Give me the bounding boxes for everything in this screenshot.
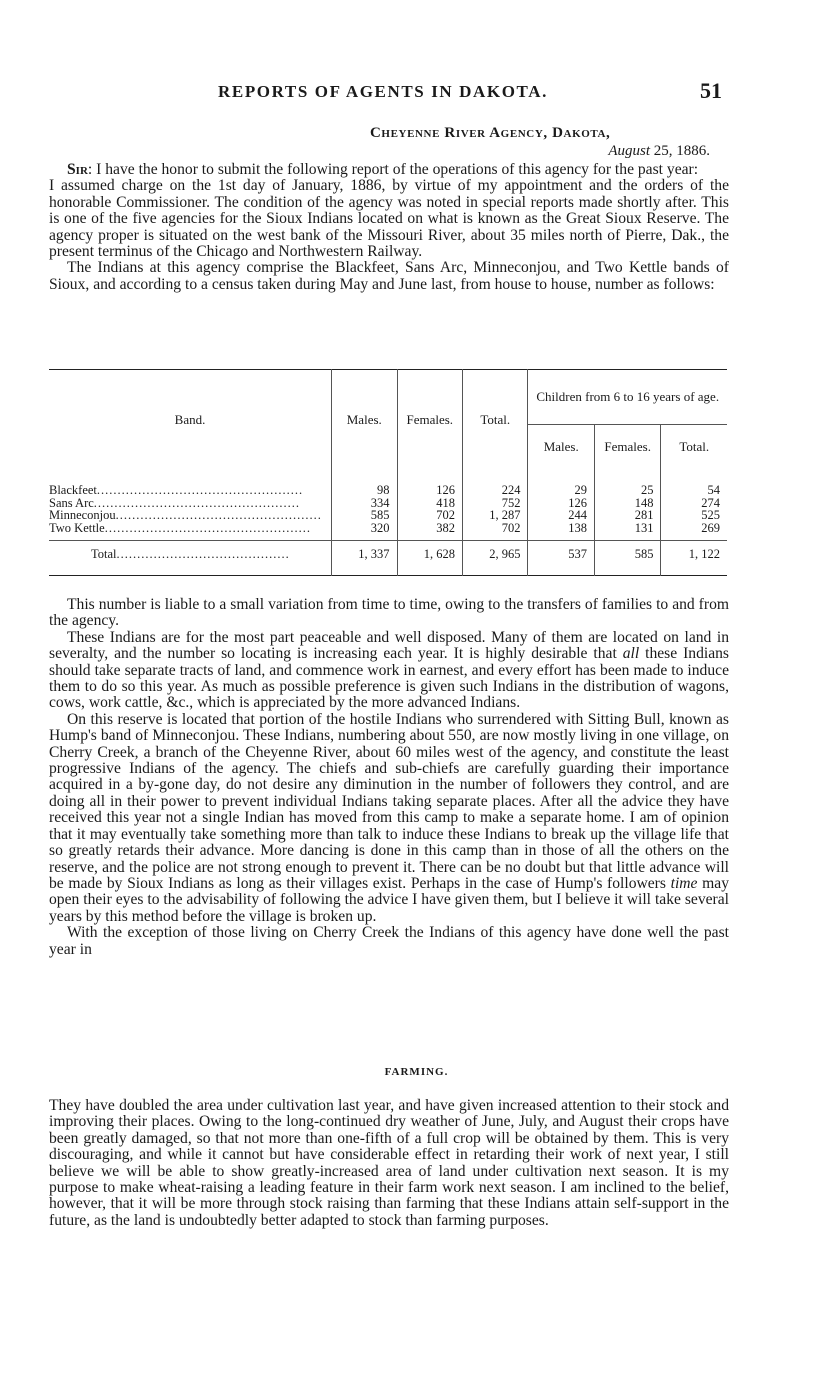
header-band: Band.: [174, 412, 206, 427]
cell-children-males: 126: [528, 497, 594, 510]
cell-children-males: 29: [528, 470, 594, 497]
header-children-males: Males.: [528, 424, 594, 470]
cell-females: 1, 628: [397, 541, 462, 576]
table-row: [49, 509, 727, 522]
cell-children-males: 244: [528, 509, 594, 522]
cell-total: 1, 287: [463, 509, 528, 522]
cell-children-females: 131: [594, 522, 660, 541]
body-text: [49, 597, 729, 958]
header-children-females: Females.: [594, 424, 660, 470]
table-row: [49, 470, 727, 497]
agency-name: Cheyenne River Agency, Dakota,: [370, 125, 611, 141]
paragraph: I assumed charge on the 1st day of January, 1886, by virtue of my appointment and the orders of the honorable Commissioner. The condition of the agency was noted in special reports made shortly after. This is one of the five agencies for the Sioux Indians located on what is known as the Great Sioux Reserve. The agency proper is situated on the west bank of the Missouri River, about 35 miles north of Pierre, Dak., the present terminus of the Chicago and Northwestern Railway.: [49, 177, 729, 261]
census-table: [49, 369, 727, 576]
cell-children-females: 148: [594, 497, 660, 510]
paragraph: On this reserve is located that portion of the hostile Indians who surrendered with Sitting Bull, known as Hump's band of Minneconjou. These Indians, numbering about 550, are now mostly living in one village, on Cherry Creek, a branch of the Cheyenne River, about 60 miles west of the agency, and constitute the least progressive Indians of the agency. The chiefs and sub-chiefs are carefully guarding their importance acquired in a by-gone day, do not desire any diminution in the number of followers they control, and are doing all in their power to prevent individual Indians taking separate places. After all the advice they have received this year not a single Indian has moved from this camp to make a separate home. I am of opinion that it may eventually take something more than talk to induce these Indians to break up the village life that so greatly retards their advance. More dancing is done in this camp than in those of all the others on the reserve, and the police are not strong enough to prevent it. There can be no doubt but that little advance will be made by Sioux Indians as long as their villages exist. Perhaps in the case of Hump's followers time may open their eyes to the advisability of following the advice I have given them, but I believe it will take several years by this method before the village is broken up.: [49, 710, 729, 925]
cell-total: 752: [463, 497, 528, 510]
letter-date: [370, 142, 710, 160]
cell-children-total: 1, 122: [661, 541, 727, 576]
page-header: [0, 78, 833, 108]
band-cell: Blackfeet..................................................: [49, 483, 304, 497]
header-total: Total.: [463, 370, 528, 471]
page-number: 51: [700, 78, 722, 103]
cell-males: 334: [332, 497, 397, 510]
paragraph: The Indians at this agency comprise the Blackfeet, Sans Arc, Minneconjou, and Two Kettle bands of Sioux, and according to a census taken during May and June last, from house to house, number as follows:: [49, 259, 729, 293]
paragraph: With the exception of those living on Cherry Creek the Indians of this agency have done well the past year in: [49, 924, 729, 958]
running-title: REPORTS OF AGENTS IN DAKOTA.: [218, 82, 548, 101]
farming-text: [49, 1098, 729, 1229]
band-cell: Minneconjou..................................................: [49, 509, 322, 522]
paragraph: These Indians are for the most part peaceable and well disposed. Many of them are located on land in severalty, and the number so locating is increasing each year. It is highly desirable that all these Indians should take separate tracts of land, and commence work in earnest, and every effort has been made to induce them to do so this year. As much as possible preference is given such Indians in the distribution of wagons, cows, work cattle, &c., which is appreciated by the more advanced Indians.: [49, 628, 729, 712]
paragraph: They have doubled the area under cultivation last year, and have given increased attention to their stock and improving their places. Owing to the long-continued dry weather of June, July, and August their crops have been greatly damaged, so that not more than one-fifth of a full crop will be obtained by them. This is very discouraging, and while it cannot but have considerable effect in retarding their work of next year, I still believe we will be able to show greatly-increased area of land under cultivation next season. It is my purpose to make wheat-raising a leading feature in their farm work next season. I am inclined to the belief, however, that it will be more through stock raising than farming that these Indians attain self-support in the future, as the land is undoubtedly better adapted to stock than farming purposes.: [49, 1097, 729, 1229]
header-males: Males.: [332, 370, 397, 471]
date-month: August: [608, 143, 650, 159]
cell-females: 126: [397, 470, 462, 497]
table-total-row: [49, 541, 727, 576]
cell-children-females: 25: [594, 470, 660, 497]
section-heading: FARMING.: [384, 1066, 449, 1078]
intro-text: [49, 162, 729, 293]
cell-children-total: 274: [661, 497, 727, 510]
cell-females: 418: [397, 497, 462, 510]
cell-females: 702: [397, 509, 462, 522]
header-children-total: Total.: [661, 424, 727, 470]
cell-children-males: 138: [528, 522, 594, 541]
cell-males: 1, 337: [332, 541, 397, 576]
header-females: Females.: [397, 370, 462, 471]
cell-children-females: 281: [594, 509, 660, 522]
dateline: [370, 124, 710, 160]
emphasis: all: [622, 645, 640, 663]
salutation: Sir: [67, 161, 88, 178]
cell-children-males: 537: [528, 541, 594, 576]
cell-children-total: 54: [661, 470, 727, 497]
cell-total: 702: [463, 522, 528, 541]
cell-females: 382: [397, 522, 462, 541]
cell-total: 224: [463, 470, 528, 497]
table-row: [49, 522, 727, 541]
band-cell: Two Kettle..................................................: [49, 521, 311, 535]
cell-males: 585: [332, 509, 397, 522]
salutation-rest: : I have the honor to submit the following report of the operations of this agency for the past year:: [87, 161, 699, 178]
cell-total: 2, 965: [463, 541, 528, 576]
total-label-cell: Total..........................................: [49, 541, 332, 576]
cell-males: 98: [332, 470, 397, 497]
cell-children-total: 525: [661, 509, 727, 522]
date-rest: 25, 1886.: [650, 143, 710, 159]
header-children: Children from 6 to 16 years of age.: [528, 370, 727, 425]
band-cell: Sans Arc..................................................: [49, 496, 301, 509]
cell-children-females: 585: [594, 541, 660, 576]
cell-males: 320: [332, 522, 397, 541]
cell-children-total: 269: [661, 522, 727, 541]
paragraph: [49, 162, 729, 178]
paragraph: This number is liable to a small variation from time to time, owing to the transfers of families to and from the agency.: [49, 596, 729, 630]
emphasis: time: [670, 874, 698, 892]
